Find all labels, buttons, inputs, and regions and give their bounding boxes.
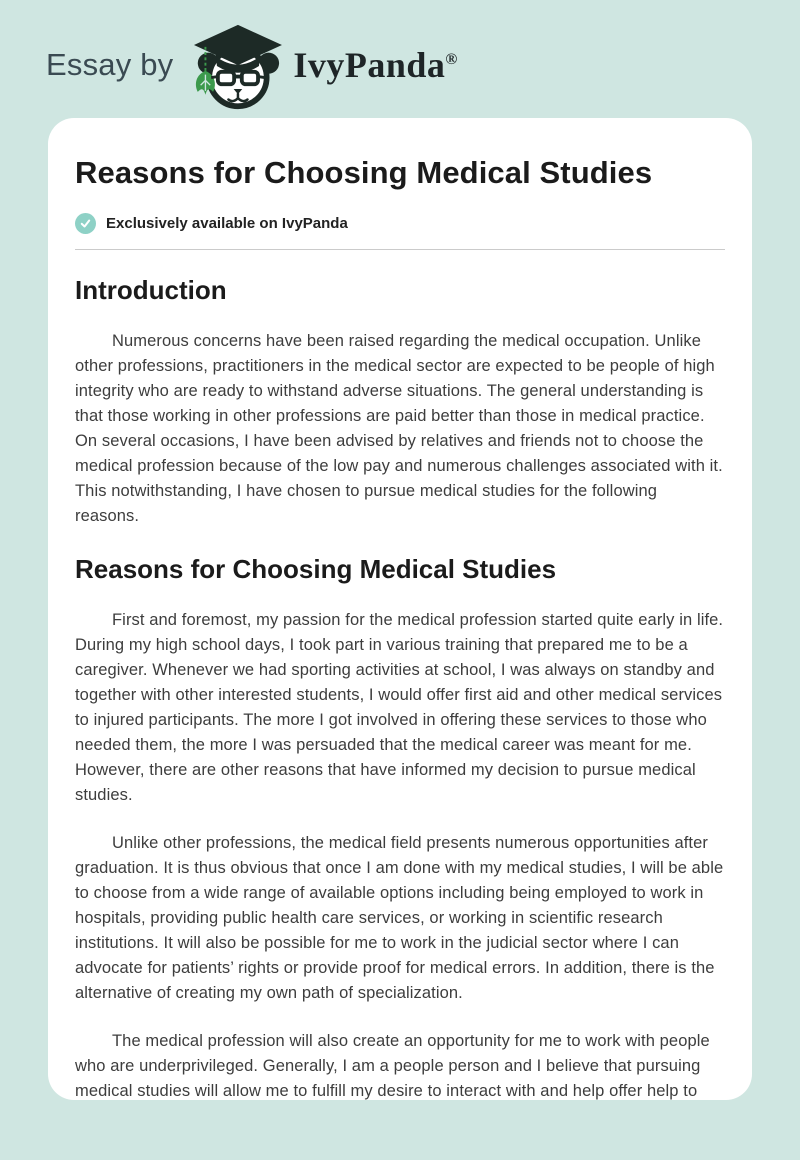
brand-text: IvyPanda	[293, 45, 446, 85]
brand-name	[293, 44, 458, 86]
paragraph: First and foremost, my passion for the medical profession started quite early in life. During my high school days, I took part in various training that prepared me to be a caregiver. Whenever we had sporting activities at school, I was always on standby and together with other interested students, I would offer first aid and other medical services to injured participants. The more I got involved in offering these services to those who needed them, the more I was persuaded that the medical career was meant for me. However, there are other reasons that have informed my decision to pursue medical studies.	[75, 611, 724, 804]
page-header	[0, 0, 800, 102]
essay-card	[48, 118, 752, 1100]
paragraph: Numerous concerns have been raised regarding the medical occupation. Unlike other professions, practitioners in the medical sector are expected to be people of high integrity who are ready to withstand adverse situations. The general understanding is that those working in other professions are paid better than those in medical practice. On several occasions, I have been advised by relatives and friends not to choose the medical profession because of the low pay and numerous challenges associated with it. This notwithstanding, I have chosen to pursue medical studies for the following reasons.	[75, 332, 723, 525]
exclusive-badge	[75, 213, 725, 234]
paragraph: The medical profession will also create an opportunity for me to work with people who are underprivileged. Generally, I am a people person and I believe that pursuing medical studies will allow me to fulfill my desire to interact with and help offer help to	[75, 1032, 710, 1100]
section-heading-reasons: Reasons for Choosing Medical Studies	[75, 554, 557, 584]
checkmark-icon	[75, 213, 96, 234]
divider	[75, 249, 725, 250]
registered-trademark-symbol: ®	[445, 51, 458, 68]
essay-by-label: Essay by	[46, 47, 174, 82]
paragraph: Unlike other professions, the medical field presents numerous opportunities after graduation. It is thus obvious that once I am done with my medical studies, I will be able to choose from a wide range of available options including being employed to work in hospitals, providing public health care services, or working in scientific research institutions. It will also be possible for me to work in the judicial sector where I can advocate for patients’ rights or provide proof for medical errors. In addition, there is the alternative of creating my own path of specialization.	[75, 834, 724, 1002]
page-title: Reasons for Choosing Medical Studies	[75, 155, 653, 190]
section-heading-introduction: Introduction	[75, 275, 227, 305]
exclusive-badge-label: Exclusively available on IvyPanda	[106, 215, 348, 232]
ivypanda-panda-logo-icon	[187, 23, 287, 111]
